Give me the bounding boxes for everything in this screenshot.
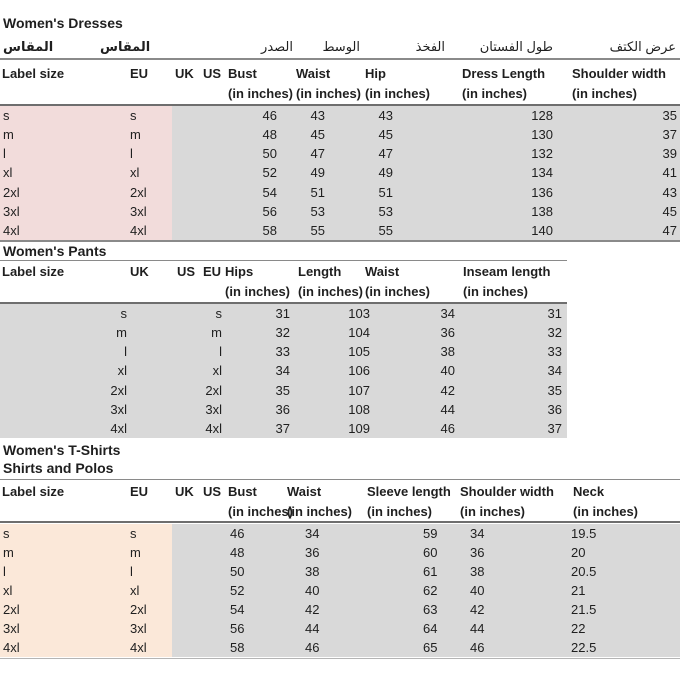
- cell-waist: 53: [310, 203, 325, 219]
- cell-dress: 140: [531, 222, 553, 238]
- cell-waist: 51: [310, 184, 325, 200]
- dresses-header-shoulder-width: Shoulder width: [572, 66, 666, 81]
- pants-unit-row: [0, 282, 680, 302]
- tshirts-unit-sleeve-length: (in inches): [367, 504, 433, 519]
- table-row: [0, 342, 680, 361]
- cell-inseam: 33: [547, 344, 562, 360]
- table-row: [0, 562, 680, 581]
- tshirts-header-bust: Bust: [228, 484, 257, 499]
- cell-shldr: 35: [662, 108, 677, 123]
- cell-waist: 55: [310, 222, 325, 238]
- cell-sleeve: 60: [423, 544, 438, 560]
- table-row: [0, 202, 680, 221]
- tshirts-header-neck: Neck: [573, 484, 605, 499]
- cell-eu: s: [130, 108, 137, 123]
- cell-hips: 32: [275, 325, 290, 341]
- cell-neck: 20: [571, 544, 586, 560]
- cell-sleeve: 63: [423, 602, 438, 618]
- cell-eu: l: [219, 344, 222, 360]
- dresses-arabic-hip: الفخذ: [415, 39, 445, 54]
- pants-unit-waist: (in inches): [365, 284, 431, 299]
- table-row: [0, 381, 680, 400]
- divider: [0, 260, 567, 262]
- divider: [0, 658, 680, 659]
- dresses-header-label-size: Label size: [2, 66, 65, 81]
- dresses-arabic-header-row: [0, 37, 680, 57]
- pants-table-rows: [0, 304, 680, 438]
- table-row: [0, 144, 680, 163]
- cell-bust: 50: [262, 146, 277, 162]
- cell-eu: 3xl: [130, 621, 147, 637]
- cell-dress: 134: [531, 165, 553, 181]
- cell-hips: 33: [275, 344, 290, 360]
- dresses-header-waist: Waist: [296, 66, 331, 81]
- cell-eu: s: [130, 525, 137, 541]
- cell-hips: 34: [275, 363, 290, 379]
- table-row: [0, 163, 680, 182]
- cell-len: 106: [348, 363, 370, 379]
- dresses-unit-row: [0, 84, 680, 104]
- cell-bust: 48: [262, 127, 277, 143]
- cell-bust: 46: [262, 108, 277, 123]
- cell-sleeve: 65: [423, 640, 438, 656]
- cell-waist: 36: [305, 544, 320, 560]
- dresses-header-uk: UK: [175, 66, 194, 81]
- cell-sleeve: 59: [423, 525, 438, 541]
- cell-shldr: 47: [662, 222, 677, 238]
- cell-bust: 52: [262, 165, 277, 181]
- cell-label: m: [3, 544, 14, 560]
- cell-bust: 54: [262, 184, 277, 200]
- cell-eu: 2xl: [130, 184, 147, 200]
- cell-eu: m: [130, 127, 141, 143]
- dresses-table-rows: [0, 106, 680, 240]
- cell-bust: 56: [262, 203, 277, 219]
- cell-bust: 54: [230, 602, 245, 618]
- cell-neck: 21: [571, 582, 586, 598]
- cell-shldr: 34: [470, 525, 485, 541]
- cell-neck: 22.5: [571, 640, 597, 656]
- cell-waist: 36: [440, 325, 455, 341]
- pants-header-us: US: [177, 264, 196, 279]
- tshirts-unit-row: [0, 502, 680, 522]
- dresses-unit-dress-length: (in inches): [462, 86, 528, 101]
- cell-label: 4xl: [110, 420, 127, 436]
- tshirts-header-us: US: [203, 484, 222, 499]
- cell-waist: 42: [440, 382, 455, 398]
- cell-inseam: 36: [547, 401, 562, 417]
- cell-eu: l: [130, 146, 133, 162]
- cell-waist: 44: [305, 621, 320, 637]
- cell-hips: 37: [275, 420, 290, 436]
- cell-hips: 36: [275, 401, 290, 417]
- cell-len: 105: [348, 344, 370, 360]
- cell-label: s: [3, 525, 10, 541]
- divider: [0, 58, 680, 60]
- tshirts-header-shoulder-width: Shoulder width: [460, 484, 554, 499]
- cell-label: 3xl: [3, 203, 20, 219]
- dresses-header-bust: Bust: [228, 66, 257, 81]
- cell-waist: 40: [440, 363, 455, 379]
- dresses-arabic-shoulder-width: عرض الكتف: [609, 39, 676, 54]
- table-row: [0, 183, 680, 202]
- cell-shldr: 40: [470, 582, 485, 598]
- dresses-unit-waist: (in inches): [296, 86, 362, 101]
- cell-eu: 4xl: [130, 640, 147, 656]
- cell-hips: 35: [275, 382, 290, 398]
- cell-waist: 40: [305, 582, 320, 598]
- cell-hips: 31: [275, 306, 290, 321]
- dresses-unit-shoulder-width: (in inches): [572, 86, 638, 101]
- dresses-arabic-bust: الصدر: [261, 39, 293, 54]
- cell-label: l: [3, 146, 6, 162]
- cell-eu: xl: [130, 582, 140, 598]
- pants-header-waist: Waist: [365, 264, 400, 279]
- cell-waist: 46: [440, 420, 455, 436]
- cell-label: 4xl: [3, 640, 20, 656]
- cell-neck: 19.5: [571, 525, 597, 541]
- cell-inseam: 37: [547, 420, 562, 436]
- pants-header-length: Length: [298, 264, 342, 279]
- cell-eu: s: [215, 306, 222, 321]
- cell-hip: 53: [378, 203, 393, 219]
- tshirts-unit-shoulder-width: (in inches): [460, 504, 526, 519]
- cell-waist: 49: [310, 165, 325, 181]
- cell-sleeve: 62: [423, 582, 438, 598]
- dresses-unit-bust: (in inches): [228, 86, 294, 101]
- cell-label: 2xl: [3, 184, 20, 200]
- dresses-arabic-eu-size: المقاس: [100, 39, 151, 54]
- dresses-header-us: US: [203, 66, 222, 81]
- divider: [0, 479, 680, 481]
- cell-eu: 4xl: [205, 420, 222, 436]
- table-row: [0, 543, 680, 562]
- cell-waist: 46: [305, 640, 320, 656]
- cell-shldr: 45: [662, 203, 677, 219]
- pants-title: Women's Pants: [3, 243, 107, 259]
- cell-len: 108: [348, 401, 370, 417]
- cell-eu: xl: [130, 165, 140, 181]
- cell-bust: 48: [230, 544, 245, 560]
- cell-label: 4xl: [3, 222, 20, 238]
- dresses-title: Women's Dresses: [3, 15, 123, 31]
- dresses-arabic-dress-length: طول الفستان: [479, 39, 553, 54]
- cell-label: xl: [117, 363, 127, 379]
- table-row: [0, 619, 680, 638]
- table-row: [0, 106, 680, 125]
- cell-eu: 2xl: [205, 382, 222, 398]
- table-row: [0, 524, 680, 543]
- cell-label: xl: [3, 582, 13, 598]
- pants-header-label-size: Label size: [2, 264, 65, 279]
- cell-len: 104: [348, 325, 370, 341]
- cell-shldr: 41: [662, 165, 677, 181]
- table-row: [0, 581, 680, 600]
- cell-shldr: 37: [662, 127, 677, 143]
- cell-sleeve: 64: [423, 621, 438, 637]
- cell-label: m: [116, 325, 127, 341]
- cell-shldr: 43: [662, 184, 677, 200]
- tshirts-header-waist: Waist: [287, 484, 322, 499]
- cell-label: s: [120, 306, 127, 321]
- cell-eu: m: [211, 325, 222, 341]
- tshirts-subtitle: Shirts and Polos: [3, 460, 114, 476]
- cell-bust: 58: [262, 222, 277, 238]
- tshirts-unit-bust: (in inches): [228, 504, 294, 519]
- dresses-header-hip: Hip: [365, 66, 386, 81]
- dresses-unit-hip: (in inches): [365, 86, 431, 101]
- cell-label: 2xl: [3, 602, 20, 618]
- cell-dress: 132: [531, 146, 553, 162]
- tshirts-unit-neck: (in inches): [573, 504, 639, 519]
- pants-header-hips: Hips: [225, 264, 254, 279]
- cell-inseam: 35: [547, 382, 562, 398]
- tshirts-header-row: [0, 482, 680, 502]
- tshirts-unit-waist: (in inches): [287, 504, 353, 519]
- table-row: [0, 125, 680, 144]
- cell-neck: 22: [571, 621, 586, 637]
- cell-waist: 42: [305, 602, 320, 618]
- cell-len: 107: [348, 382, 370, 398]
- dresses-header-row: [0, 64, 680, 84]
- cell-dress: 130: [531, 127, 553, 143]
- cell-eu: 3xl: [205, 401, 222, 417]
- pants-unit-inseam-length: (in inches): [463, 284, 529, 299]
- cell-eu: 2xl: [130, 602, 147, 618]
- cell-waist: 38: [440, 344, 455, 360]
- cell-label: s: [3, 108, 10, 123]
- cell-hip: 49: [378, 165, 393, 181]
- cell-label: xl: [3, 165, 13, 181]
- pants-unit-length: (in inches): [298, 284, 364, 299]
- cell-eu: xl: [212, 363, 222, 379]
- cell-waist: 43: [310, 108, 325, 123]
- tshirts-title: Women's T-Shirts: [3, 442, 121, 458]
- dresses-header-eu: EU: [130, 66, 149, 81]
- cell-len: 103: [348, 306, 370, 321]
- cell-hip: 43: [378, 108, 393, 123]
- tshirts-header-label-size: Label size: [2, 484, 65, 499]
- cell-dress: 136: [531, 184, 553, 200]
- cell-label: 3xl: [3, 621, 20, 637]
- cell-shldr: 36: [470, 544, 485, 560]
- cell-waist: 44: [440, 401, 455, 417]
- table-row: [0, 323, 680, 342]
- cell-len: 109: [348, 420, 370, 436]
- table-row: [0, 221, 680, 240]
- cell-hip: 55: [378, 222, 393, 238]
- cell-sleeve: 61: [423, 563, 438, 579]
- tshirts-table-rows: [0, 524, 680, 658]
- tshirts-header-uk: UK: [175, 484, 194, 499]
- tshirts-header-eu: EU: [130, 484, 149, 499]
- cell-bust: 52: [230, 582, 245, 598]
- cell-shldr: 38: [470, 563, 485, 579]
- cell-hip: 51: [378, 184, 393, 200]
- pants-unit-hips: (in inches): [225, 284, 291, 299]
- cell-waist: 38: [305, 563, 320, 579]
- tshirts-header-sleeve-length: Sleeve length: [367, 484, 451, 499]
- cell-waist: 34: [440, 306, 455, 321]
- dresses-arabic-label-size: المقاس: [3, 39, 54, 54]
- cell-dress: 128: [531, 108, 553, 123]
- cell-inseam: 32: [547, 325, 562, 341]
- pants-header-uk: UK: [130, 264, 149, 279]
- cell-waist: 34: [305, 525, 320, 541]
- pants-header-eu: EU: [203, 264, 222, 279]
- cell-shldr: 44: [470, 621, 485, 637]
- cell-label: 2xl: [110, 382, 127, 398]
- table-row: [0, 600, 680, 619]
- dresses-header-dress-length: Dress Length: [462, 66, 546, 81]
- pants-header-inseam-length: Inseam length: [463, 264, 551, 279]
- table-row: [0, 419, 680, 438]
- table-row: [0, 638, 680, 657]
- dresses-arabic-waist: الوسط: [322, 39, 360, 54]
- cell-shldr: 42: [470, 602, 485, 618]
- pants-header-row: [0, 262, 680, 282]
- table-row: [0, 400, 680, 419]
- cell-waist: 47: [310, 146, 325, 162]
- cell-dress: 138: [531, 203, 553, 219]
- cell-bust: 56: [230, 621, 245, 637]
- cell-neck: 21.5: [571, 602, 597, 618]
- cell-inseam: 31: [547, 306, 562, 321]
- cell-eu: 4xl: [130, 222, 147, 238]
- table-row: [0, 304, 680, 323]
- cell-inseam: 34: [547, 363, 562, 379]
- cell-waist: 45: [310, 127, 325, 143]
- cell-bust: 50: [230, 563, 245, 579]
- cell-bust: 46: [230, 525, 245, 541]
- cell-shldr: 39: [662, 146, 677, 162]
- cell-bust: 58: [230, 640, 245, 656]
- table-row: [0, 361, 680, 380]
- cell-eu: l: [130, 563, 133, 579]
- cell-shldr: 46: [470, 640, 485, 656]
- cell-label: m: [3, 127, 14, 143]
- cell-eu: m: [130, 544, 141, 560]
- cell-neck: 20.5: [571, 563, 597, 579]
- cell-hip: 45: [378, 127, 393, 143]
- cell-hip: 47: [378, 146, 393, 162]
- cell-label: l: [3, 563, 6, 579]
- cell-eu: 3xl: [130, 203, 147, 219]
- cell-label: l: [124, 344, 127, 360]
- cell-label: 3xl: [110, 401, 127, 417]
